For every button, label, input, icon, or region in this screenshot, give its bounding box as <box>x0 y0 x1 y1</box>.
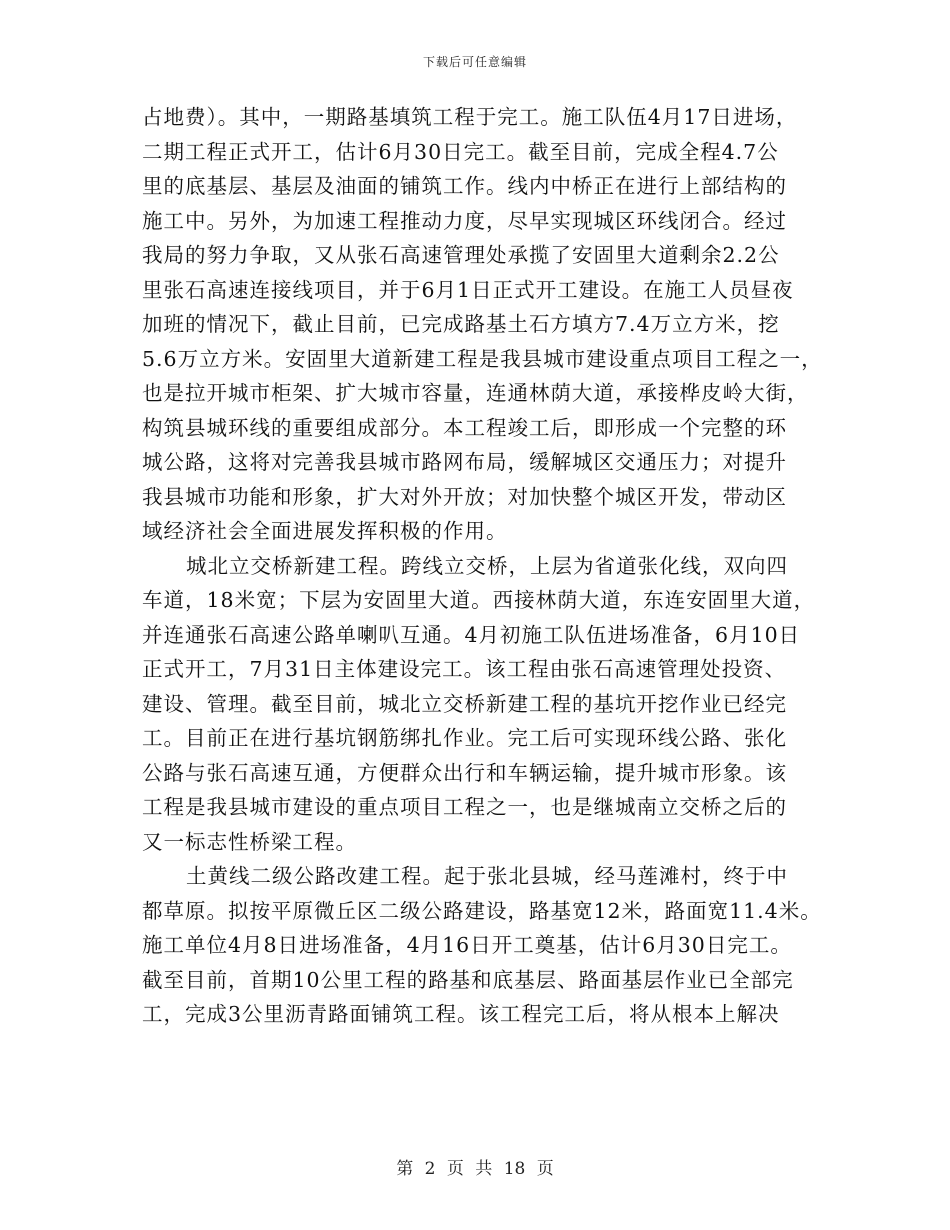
text-line: 建设、管理。截至目前，城北立交桥新建工程的基坑开挖作业已经完 <box>142 691 787 716</box>
text-line: 城公路，这将对完善我县城市路网布局，缓解城区交通压力；对提升 <box>142 450 787 474</box>
text-line: 工程是我县城市建设的重点项目工程之一，也是继城南立交桥之后的 <box>142 795 787 819</box>
text-line: 占地费）。其中，一期路基填筑工程于完工。施工队伍4月17日进场， <box>142 105 798 129</box>
text-line: 公路与张石高速互通，方便群众出行和车辆运输，提升城市形象。该 <box>142 760 787 785</box>
text-line: 5.6万立方米。安固里大道新建工程是我县城市建设重点项目工程之一， <box>142 346 823 371</box>
text-line: 车道，18米宽；下层为安固里大道。西接林荫大道，东连安固里大道， <box>142 588 816 612</box>
text-line: 又一标志性桥梁工程。 <box>142 829 357 854</box>
text-line: 里张石高速连接线项目，并于6月1日正式开工建设。在施工人员昼夜 <box>142 277 794 302</box>
text-line: 我局的努力争取，又从张石高速管理处承揽了安固里大道剩余2.2公 <box>142 243 780 267</box>
text-line: 城北立交桥新建工程。跨线立交桥，上层为省道张化线，双向四 <box>186 553 788 578</box>
text-line: 正式开工，7月31日主体建设完工。该工程由张石高速管理处投资、 <box>142 657 787 681</box>
text-line: 二期工程正式开工，估计6月30日完工。截至目前，完成全程4.7公 <box>142 139 779 164</box>
document-body <box>142 100 822 1032</box>
text-line: 施工单位4月8日进场准备，4月16日开工奠基，估计6月30日完工。 <box>142 933 792 957</box>
text-line: 工，完成3公里沥青路面铺筑工程。该工程完工后，将从根本上解决 <box>142 1002 780 1026</box>
text-line: 截至目前，首期10公里工程的路基和底基层、路面基层作业已全部完 <box>142 967 794 992</box>
text-line: 构筑县城环线的重要组成部分。本工程竣工后，即形成一个完整的环 <box>142 415 787 440</box>
text-line: 都草原。拟按平原微丘区二级公路建设，路基宽12米，路面宽11.4米。 <box>142 898 822 923</box>
paragraph <box>142 100 822 549</box>
text-line: 域经济社会全面进展发挥积极的作用。 <box>142 519 508 543</box>
page-number: 第 2 页 共 18 页 <box>396 1159 554 1179</box>
text-line: 也是拉开城市柜架、扩大城市容量，连通林荫大道，承接桦皮岭大街， <box>142 381 809 405</box>
text-line: 工。目前正在进行基坑钢筋绑扎作业。完工后可实现环线公路、张化 <box>142 726 787 750</box>
text-line: 土黄线二级公路改建工程。起于张北县城，经马莲滩村，终于中 <box>186 864 788 888</box>
text-line: 加班的情况下，截止目前，已完成路基土石方填方7.4万立方米，挖 <box>142 312 780 336</box>
text-line: 并连通张石高速公路单喇叭互通。4月初施工队伍进场准备，6月10日 <box>142 622 801 647</box>
paragraph <box>142 859 822 1032</box>
text-line: 里的底基层、基层及油面的铺筑工作。线内中桥正在进行上部结构的 <box>142 174 787 198</box>
text-line: 施工中。另外，为加速工程推动力度，尽早实现城区环线闭合。经过 <box>142 208 787 233</box>
text-line: 我县城市功能和形象，扩大对外开放；对加快整个城区开发，带动区 <box>142 484 787 509</box>
paragraph <box>142 549 822 860</box>
download-note: 下载后可任意编辑 <box>422 55 527 69</box>
